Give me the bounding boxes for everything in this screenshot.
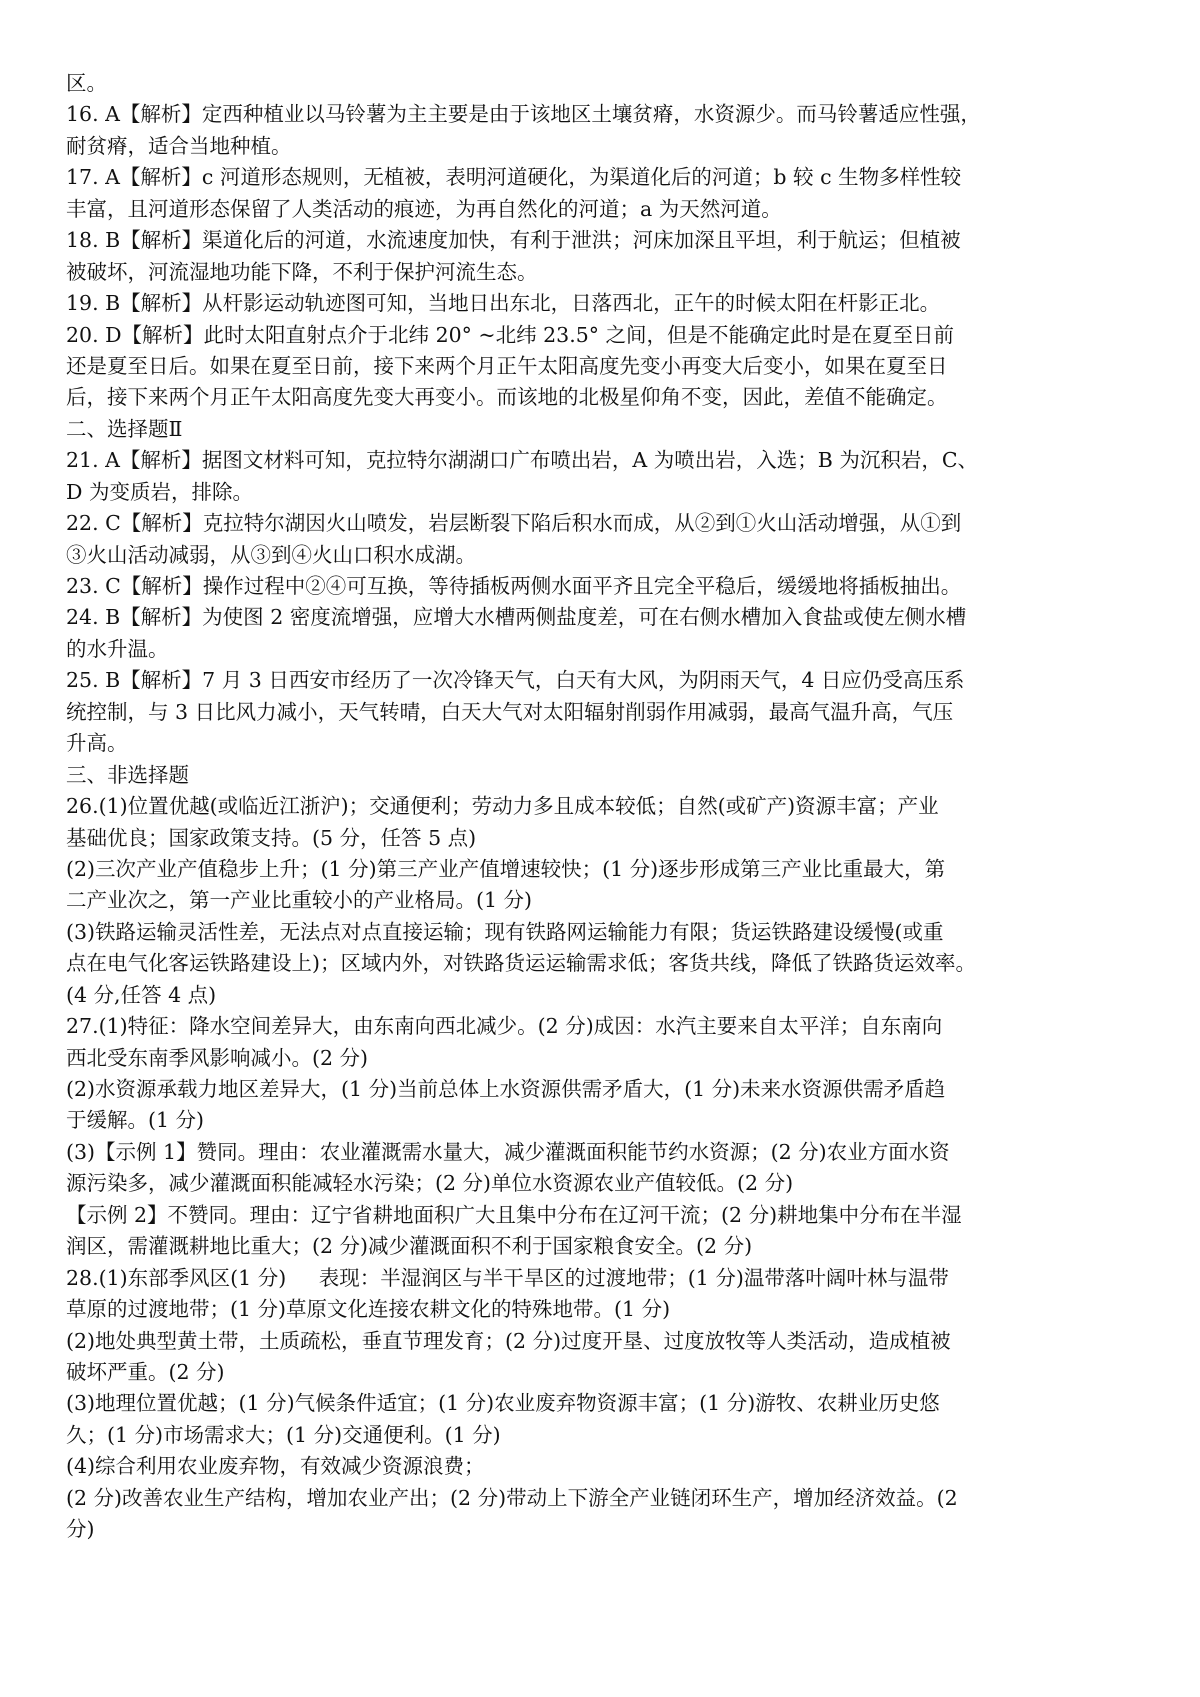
text-line: 润区，需灌溉耕地比重大；(2 分)减少灌溉面积不利于国家粮食安全。(2 分) [66,1234,753,1259]
text-line: 基础优良；国家政策支持。(5 分，任答 5 点) [66,825,477,850]
text-line: 的水升温。 [66,636,169,661]
text-line: 22. C【解析】克拉特尔湖因火山喷发，岩层断裂下陷后积水而成，从②到①火山活动增强，从①到 [66,511,962,536]
text-line: D 为变质岩，排除。 [66,479,253,504]
text-line: 24. B【解析】为使图 2 密度流增强，应增大水槽两侧盐度差，可在右侧水槽加入食盐或使左侧水槽 [66,605,967,630]
text-line: (2 分)改善农业生产结构，增加农业产出；(2 分)带动上下游全产业链闭环生产，增加经济效益。(2 [66,1485,958,1510]
text-line: (3)地理位置优越；(1 分)气候条件适宜；(1 分)农业废弃物资源丰富；(1 分)游牧、农耕业历史悠 [66,1391,940,1416]
text-line: 耐贫瘠，适合当地种植。 [66,133,292,158]
text-line: 被破坏，河流湿地功能下降，不利于保护河流生态。 [66,259,538,284]
text-line: 久；(1 分)市场需求大；(1 分)交通便利。(1 分) [66,1422,501,1447]
text-line: 区。 [66,71,107,95]
text-line: (2)水资源承载力地区差异大，(1 分)当前总体上水资源供需矛盾大，(1 分)未来水资源供需矛盾趋 [66,1077,946,1101]
text-line: 21. A【解析】据图文材料可知，克拉特尔湖湖口广布喷出岩，A 为喷出岩，入选；B 为沉积岩，C、 [66,448,979,473]
text-line: 统控制，与 3 日比风力减小，天气转晴，白天大气对太阳辐射削弱作用减弱，最高气温升高，气压 [66,699,954,724]
text-line: ③火山活动减弱，从③到④火山口积水成湖。 [66,542,476,567]
text-line: 破坏严重。(2 分) [66,1359,225,1384]
text-line: (3)【示例 1】赞同。理由：农业灌溉需水量大，减少灌溉面积能节约水资源；(2 分)农业方面水资 [66,1139,950,1164]
text-line: (2)地处典型黄土带，土质疏松，垂直节理发育；(2 分)过度开垦、过度放牧等人类活动，造成植被 [66,1328,951,1353]
text-line: (3)铁路运输灵活性差，无法点对点直接运输；现有铁路网运输能力有限；货运铁路建设缓慢(或重 [66,919,944,944]
section-heading: 二、选择题Ⅱ [66,416,183,441]
text-line: 20. D【解析】此时太阳直射点介于北纬 20° ~北纬 23.5° 之间，但是不能确定此时是在夏至日前 [66,322,955,347]
answer-key-document [66,68,1158,1546]
text-line: 分) [66,1517,95,1542]
text-line: 草原的过渡地带；(1 分)草原文化连接农耕文化的特殊地带。(1 分) [66,1297,671,1322]
text-line: 17. A【解析】c 河道形态规则，无植被，表明河道硬化，为渠道化后的河道；b 较 c 生物多样性较 [66,165,962,190]
text-line: 25. B【解析】7 月 3 日西安市经历了一次冷锋天气，白天有大风，为阴雨天气，4 日应仍受高压系 [66,668,965,693]
text-line: 西北受东南季风影响减小。(2 分) [66,1045,369,1070]
section-heading: 三、非选择题 [66,762,189,787]
text-line: (4 分,任答 4 点) [66,982,217,1007]
text-line: (4)综合利用农业废弃物，有效减少资源浪费； [66,1454,485,1479]
text-line: 18. B【解析】渠道化后的河道，水流速度加快，有利于泄洪；河床加深且平坦，利于航运；但植被 [66,228,961,253]
text-line: 二产业次之，第一产业比重较小的产业格局。(1 分) [66,888,533,913]
text-line: 丰富，且河道形态保留了人类活动的痕迹，为再自然化的河道；a 为天然河道。 [66,196,782,221]
text-line: (2)三次产业产值稳步上升；(1 分)第三产业产值增速较快；(1 分)逐步形成第三产业比重最大，第 [66,856,946,881]
text-line: 升高。 [66,731,128,756]
text-line: 后，接下来两个月正午太阳高度先变大再变小。而该地的北极星仰角不变，因此，差值不能确定。 [66,385,948,410]
text-line: 源污染多，减少灌溉面积能减轻水污染；(2 分)单位水资源农业产值较低。(2 分) [66,1171,794,1196]
text-line: 28.(1)东部季风区(1 分) 表现：半湿润区与半干旱区的过渡地带；(1 分)温带落叶阔叶林与温带 [66,1265,949,1290]
text-line: 27.(1)特征：降水空间差异大，由东南向西北减少。(2 分)成因：水汽主要来自太平洋；自东南向 [66,1014,943,1039]
text-line: 23. C【解析】操作过程中②④可互换，等待插板两侧水面平齐且完全平稳后，缓缓地将插板抽出。 [66,574,962,598]
text-line: 还是夏至日后。如果在夏至日前，接下来两个月正午太阳高度先变小再变大后变小，如果在夏至日 [66,353,948,378]
text-line: 于缓解。(1 分) [66,1108,205,1133]
text-line: 16. A【解析】定西种植业以马铃薯为主主要是由于该地区土壤贫瘠，水资源少。而马铃薯适应性强， [66,102,981,127]
text-line: 点在电气化客运铁路建设上)；区域内外，对铁路货运运输需求低；客货共线，降低了铁路货运效率。 [66,951,976,976]
text-line: 【示例 2】不赞同。理由：辽宁省耕地面积广大且集中分布在辽河干流；(2 分)耕地集中分布在半湿 [66,1202,962,1227]
text-line: 26.(1)位置优越(或临近江浙沪)；交通便利；劳动力多且成本较低；自然(或矿产)资源丰富；产业 [66,794,939,819]
text-line: 19. B【解析】从杆影运动轨迹图可知，当地日出东北，日落西北，正午的时候太阳在杆影正北。 [66,291,941,316]
